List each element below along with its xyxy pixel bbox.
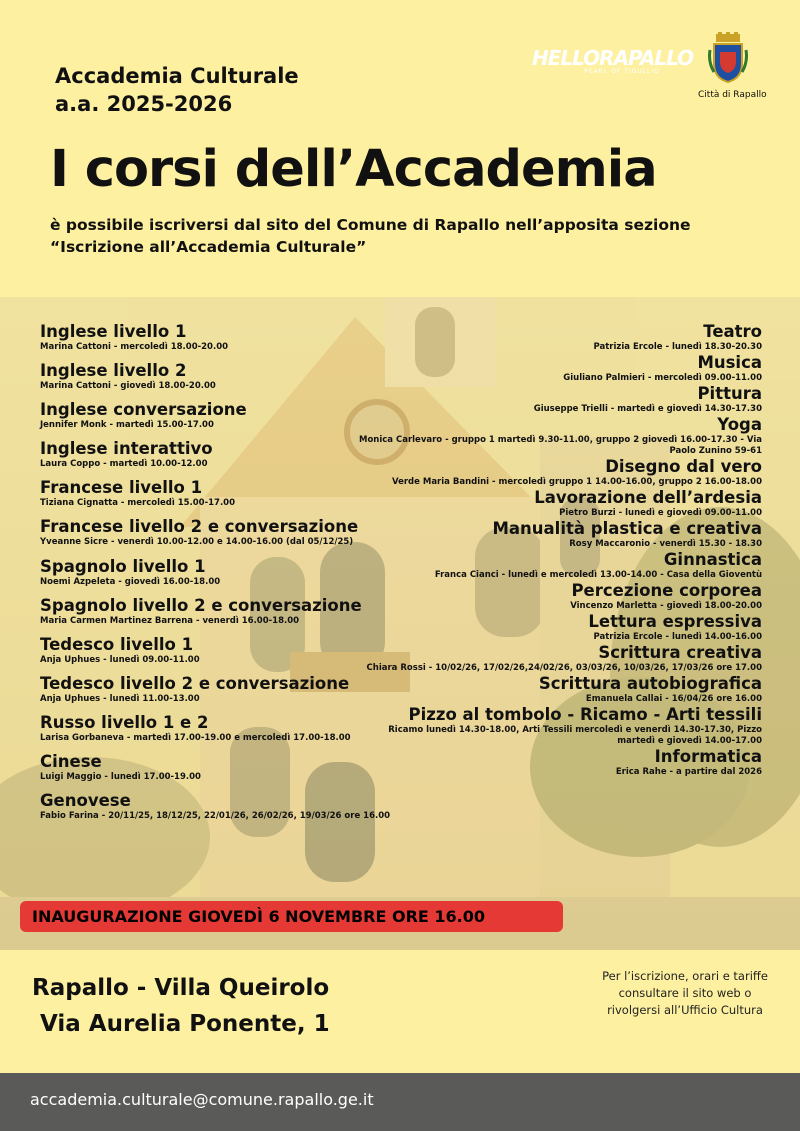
course-name: Inglese livello 1 xyxy=(40,322,187,341)
course-entry xyxy=(40,478,400,517)
academic-year: a.a. 2025-2026 xyxy=(55,92,233,116)
org-name: Accademia Culturale xyxy=(55,64,299,88)
course-details: Giuseppe Trielli - martedì e giovedì 14.30-17.30 xyxy=(533,404,762,414)
course-name: Informatica xyxy=(654,747,762,766)
header-area xyxy=(0,0,800,300)
course-entry xyxy=(352,384,762,415)
course-entry xyxy=(40,674,400,713)
course-name: Percezione corporea xyxy=(571,581,762,600)
course-details: Ricamo lunedì 14.30-18.00, Arti Tessili mercoledì e venerdì 14.30-17.30, Pizzo martedì e giovedì 14.00-17.00 xyxy=(388,725,762,746)
course-name: Pizzo al tombolo - Ricamo - Arti tessili xyxy=(408,705,762,724)
course-name: Inglese livello 2 xyxy=(40,361,187,381)
hello-rapallo-wordmark: HELLORAPALLO xyxy=(532,46,694,70)
course-entry xyxy=(352,488,762,519)
course-entry xyxy=(352,353,762,384)
course-details: Emanuela Callai - 16/04/26 ore 16.00 xyxy=(585,694,762,704)
course-entry xyxy=(352,322,762,353)
course-details: Anja Uphues - lunedì 11.00-13.00 xyxy=(40,693,200,704)
course-name: Disegno dal vero xyxy=(605,457,762,476)
course-entry xyxy=(352,674,762,705)
course-details: Franca Cianci - lunedì e mercoledì 13.00-14.00 - Casa della Gioventù xyxy=(434,570,762,580)
course-details: Verde Maria Bandini - mercoledì gruppo 1 14.00-16.00, gruppo 2 16.00-18.00 xyxy=(391,477,762,487)
course-entry xyxy=(40,713,400,752)
course-name: Spagnolo livello 1 xyxy=(40,556,206,576)
course-details: Patrizia Ercole - lunedì 18.30-20.30 xyxy=(593,342,762,352)
course-name: Francese livello 2 e conversazione xyxy=(40,517,359,537)
course-entry xyxy=(40,752,400,791)
course-details: Rosy Maccaronio - venerdì 15.30 - 18.30 xyxy=(569,539,762,549)
course-entry xyxy=(40,791,400,830)
course-details: Marina Cattoni - mercoledì 18.00-20.00 xyxy=(40,342,229,352)
course-details: Chiara Rossi - 10/02/26, 17/02/26,24/02/26, 03/03/26, 10/03/26, 17/03/26 ore 17.00 xyxy=(366,663,762,673)
course-entry xyxy=(352,705,762,747)
venue-name: Rapallo - Villa Queirolo xyxy=(32,975,330,1001)
course-entry xyxy=(40,557,400,596)
course-name: Francese livello 1 xyxy=(40,478,203,498)
coat-of-arms-icon xyxy=(708,32,748,84)
course-details: Vincenzo Marletta - giovedì 18.00-20.00 xyxy=(570,601,762,611)
course-entry xyxy=(352,612,762,643)
inauguration-banner: INAUGURAZIONE GIOVEDÌ 6 NOVEMBRE ORE 16.00 xyxy=(20,901,563,932)
course-details: Laura Coppo - martedì 10.00-12.00 xyxy=(40,459,208,470)
info-note: Per l’iscrizione, orari e tariffe consultare il sito web o rivolgersi all’Ufficio Cultura xyxy=(602,969,768,1017)
course-details: Maria Carmen Martinez Barrena - venerdì 16.00-18.00 xyxy=(40,615,300,626)
course-entry xyxy=(40,635,400,674)
course-name: Inglese conversazione xyxy=(40,400,247,420)
course-entry xyxy=(352,550,762,581)
language-courses-column xyxy=(40,322,400,830)
course-details: Yveanne Sicre - venerdì 10.00-12.00 e 14.00-16.00 (dal 05/12/25) xyxy=(40,537,354,548)
course-details: Pietro Burzi - lunedì e giovedì 09.00-11.00 xyxy=(559,508,762,518)
course-details: Patrizia Ercole - lunedì 14.00-16.00 xyxy=(593,632,762,642)
course-entry xyxy=(352,457,762,488)
footer-bar xyxy=(0,1073,800,1131)
arts-courses-column xyxy=(352,322,762,778)
course-details: Fabio Farina - 20/11/25, 18/12/25, 22/01/26, 26/02/26, 19/03/26 ore 16.00 xyxy=(40,811,391,822)
course-name: Lavorazione dell’ardesia xyxy=(534,488,762,507)
course-details: Anja Uphues - lunedì 09.00-11.00 xyxy=(40,654,200,665)
course-details: Monica Carlevaro - gruppo 1 martedì 9.30-11.00, gruppo 2 giovedì 16.00-17.30 - Via Paolo Zunino 59-61 xyxy=(358,435,762,456)
venue-address xyxy=(32,970,330,1042)
course-name: Scrittura creativa xyxy=(598,643,762,662)
course-details: Erica Rahe - a partire dal 2026 xyxy=(615,767,762,777)
course-entry xyxy=(40,439,400,478)
course-name: Manualità plastica e creativa xyxy=(492,519,762,538)
course-entry xyxy=(352,643,762,674)
course-name: Tedesco livello 1 xyxy=(40,634,194,654)
course-name: Cinese xyxy=(40,752,102,772)
course-details: Marina Cattoni - giovedì 18.00-20.00 xyxy=(40,381,216,392)
course-entry xyxy=(352,581,762,612)
course-entry xyxy=(352,415,762,457)
course-name: Ginnastica xyxy=(663,550,762,569)
course-entry xyxy=(40,322,400,361)
venue-street: Via Aurelia Ponente, 1 xyxy=(40,1011,330,1037)
course-details: Tiziana Cignatta - mercoledì 15.00-17.00 xyxy=(40,498,236,509)
course-entry xyxy=(40,361,400,400)
course-details: Luigi Maggio - lunedì 17.00-19.00 xyxy=(40,772,201,783)
course-details: Noemi Azpeleta - giovedì 16.00-18.00 xyxy=(40,576,221,587)
city-crest xyxy=(698,32,767,100)
course-name: Scrittura autobiografica xyxy=(538,674,762,693)
course-entry xyxy=(40,400,400,439)
course-name: Teatro xyxy=(703,322,762,341)
course-name: Inglese interattivo xyxy=(40,439,213,459)
contact-email[interactable]: accademia.culturale@comune.rapallo.ge.it xyxy=(30,1090,374,1109)
city-caption: Città di Rapallo xyxy=(698,90,767,100)
course-entry xyxy=(40,596,400,635)
course-name: Pittura xyxy=(697,384,762,403)
registration-note: è possibile iscriversi dal sito del Comune di Rapallo nell’apposita sezione “Iscrizione all’Accademia Culturale” xyxy=(50,216,691,256)
course-details: Larisa Gorbaneva - martedì 17.00-19.00 e mercoledì 17.00-18.00 xyxy=(40,732,351,743)
course-name: Russo livello 1 e 2 xyxy=(40,712,209,732)
hello-rapallo-tagline: PEARL OF TIGULLIO xyxy=(584,68,660,75)
hello-rapallo-logo xyxy=(532,46,694,75)
course-entry xyxy=(40,517,400,556)
course-name: Yoga xyxy=(717,415,762,434)
course-name: Lettura espressiva xyxy=(588,612,762,631)
course-details: Jennifer Monk - martedì 15.00-17.00 xyxy=(40,420,214,431)
course-name: Spagnolo livello 2 e conversazione xyxy=(40,595,362,615)
course-name: Musica xyxy=(697,353,762,372)
organization-heading xyxy=(55,62,299,118)
course-name: Tedesco livello 2 e conversazione xyxy=(40,673,350,693)
page-title: I corsi dell’Accademia xyxy=(50,140,657,199)
course-entry xyxy=(352,747,762,778)
course-entry xyxy=(352,519,762,550)
course-details: Giuliano Palmieri - mercoledì 09.00-11.00 xyxy=(563,373,762,383)
course-name: Genovese xyxy=(40,791,131,811)
